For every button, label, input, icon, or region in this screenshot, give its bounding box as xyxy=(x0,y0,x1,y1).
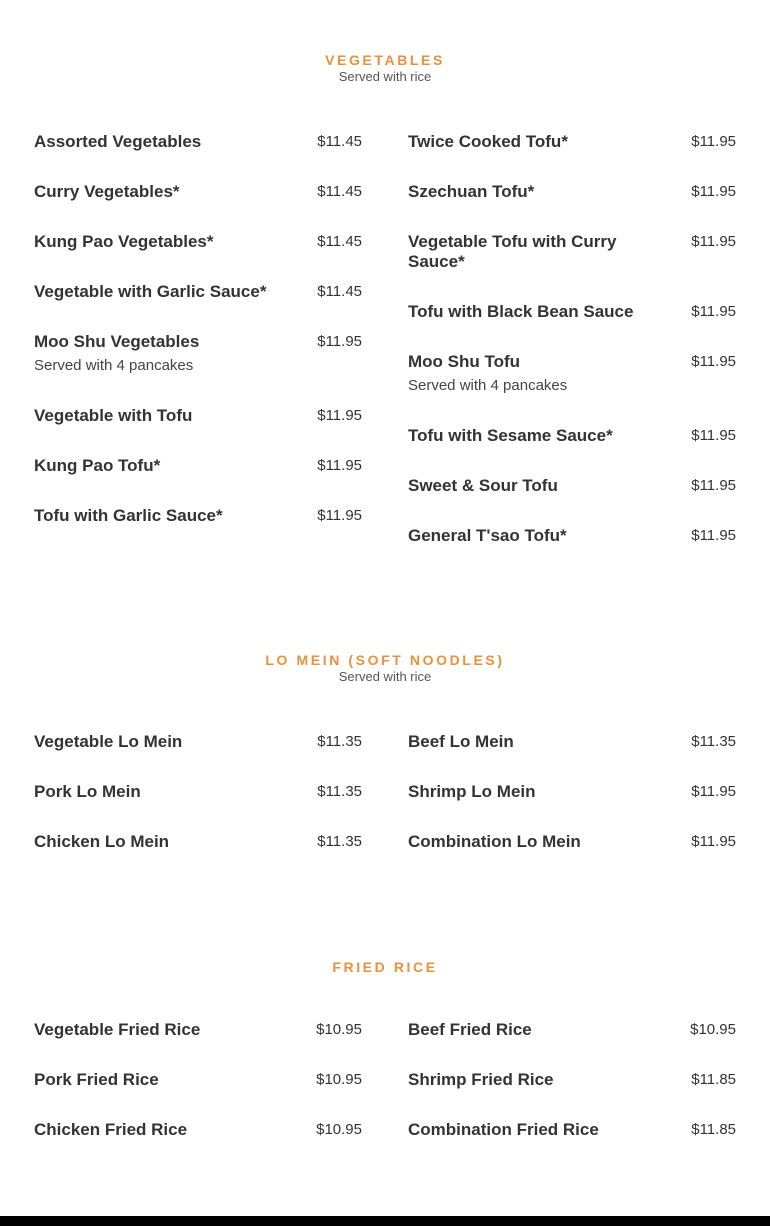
section-title: LO MEIN (SOFT NOODLES) xyxy=(265,652,505,668)
menu-item xyxy=(34,1020,362,1040)
menu-column-left xyxy=(34,132,362,556)
menu-item-name: Pork Lo Mein xyxy=(34,782,141,801)
menu-item-row xyxy=(408,232,736,272)
section-header xyxy=(0,651,770,685)
menu-item-row xyxy=(408,352,736,372)
menu-item xyxy=(34,782,362,802)
menu-item xyxy=(408,832,736,852)
menu-item-price: $11.45 xyxy=(317,183,362,200)
menu-item-price: $11.95 xyxy=(691,353,736,370)
menu-item-row xyxy=(408,426,736,446)
menu-item xyxy=(408,352,736,396)
menu-item-row xyxy=(34,782,362,802)
menu-item-row xyxy=(34,732,362,752)
menu-item xyxy=(34,232,362,252)
menu-item-name: General T'sao Tofu* xyxy=(408,526,567,545)
menu-item xyxy=(34,832,362,852)
menu-item-price: $11.95 xyxy=(317,333,362,350)
menu-item-price: $11.95 xyxy=(691,183,736,200)
menu-item-price: $11.95 xyxy=(691,427,736,444)
section-header xyxy=(0,51,770,85)
menu-column-right xyxy=(408,1020,736,1170)
menu-item-price: $11.95 xyxy=(691,133,736,150)
menu-column-right xyxy=(408,732,736,882)
menu-item xyxy=(408,782,736,802)
menu-item-price: $11.35 xyxy=(691,733,736,750)
menu-item-name: Combination Fried Rice xyxy=(408,1120,599,1139)
menu-item-row xyxy=(34,282,362,302)
footer-bar xyxy=(0,1216,770,1226)
menu-item-price: $10.95 xyxy=(316,1021,362,1038)
menu-item-price: $11.45 xyxy=(317,283,362,300)
menu-column-left xyxy=(34,1020,362,1170)
menu-item-name: Pork Fried Rice xyxy=(34,1070,159,1089)
section-subtitle: Served with rice xyxy=(338,69,432,84)
menu-item xyxy=(408,732,736,752)
menu-item xyxy=(34,456,362,476)
menu-item-name: Moo Shu Vegetables xyxy=(34,332,200,351)
menu-item-price: $10.95 xyxy=(316,1071,362,1088)
menu-item-name: Beef Fried Rice xyxy=(408,1020,532,1039)
menu-item xyxy=(408,1070,736,1090)
menu-item-row xyxy=(408,732,736,752)
menu-item-row xyxy=(34,182,362,202)
menu-item-row xyxy=(408,526,736,546)
menu-item-price: $11.95 xyxy=(691,783,736,800)
menu-item xyxy=(408,302,736,322)
menu-item xyxy=(34,132,362,152)
menu-item-price: $11.95 xyxy=(691,303,736,320)
menu-item-row xyxy=(408,782,736,802)
menu-item-note: Served with 4 pancakes xyxy=(408,377,568,394)
menu-item-price: $11.95 xyxy=(691,527,736,544)
section-subtitle: Served with rice xyxy=(338,669,432,684)
menu-item-price: $11.95 xyxy=(691,833,736,850)
menu-item-row xyxy=(408,1120,736,1140)
menu-item-name: Twice Cooked Tofu* xyxy=(408,132,568,151)
menu-item-name: Vegetable with Garlic Sauce* xyxy=(34,282,267,301)
menu-item xyxy=(408,426,736,446)
menu-item-name: Sweet & Sour Tofu xyxy=(408,476,558,495)
menu-item-name: Kung Pao Tofu* xyxy=(34,456,161,475)
menu-item-name: Tofu with Garlic Sauce* xyxy=(34,506,223,525)
menu-item-price: $11.35 xyxy=(317,733,362,750)
menu-item-price: $11.45 xyxy=(317,233,362,250)
section-fried-rice xyxy=(0,958,770,1139)
section-header xyxy=(0,958,770,976)
menu-item-row xyxy=(34,1020,362,1040)
menu-item-name: Shrimp Lo Mein xyxy=(408,782,536,801)
menu-item-price: $11.95 xyxy=(691,477,736,494)
menu-item-name: Vegetable Fried Rice xyxy=(34,1020,201,1039)
menu-item-row xyxy=(408,1070,736,1090)
menu-item-note: Served with 4 pancakes xyxy=(34,357,194,374)
menu-item-name: Curry Vegetables* xyxy=(34,182,180,201)
menu-column-right xyxy=(408,132,736,576)
menu-item-row xyxy=(34,406,362,426)
section-vegetables xyxy=(0,51,770,545)
menu-item-name: Chicken Lo Mein xyxy=(34,832,170,851)
menu-item xyxy=(34,732,362,752)
menu-item xyxy=(34,282,362,302)
section-title: FRIED RICE xyxy=(332,959,438,975)
menu-item-row xyxy=(34,1120,362,1140)
menu-item-price: $10.95 xyxy=(690,1021,736,1038)
menu-item xyxy=(34,1070,362,1090)
menu-item-name: Kung Pao Vegetables* xyxy=(34,232,214,251)
menu-item-price: $11.85 xyxy=(691,1071,736,1088)
menu-item-name: Vegetable Tofu with Curry Sauce* xyxy=(408,232,617,271)
menu-item-name: Shrimp Fried Rice xyxy=(408,1070,554,1089)
menu-item-price: $11.95 xyxy=(317,407,362,424)
menu-item-price: $11.85 xyxy=(691,1121,736,1138)
menu-item-row xyxy=(34,232,362,252)
menu-item-row xyxy=(34,832,362,852)
menu-item-row xyxy=(408,182,736,202)
menu-item-row xyxy=(408,132,736,152)
menu-item xyxy=(408,1120,736,1140)
menu-item-price: $11.35 xyxy=(317,833,362,850)
menu-item-name: Combination Lo Mein xyxy=(408,832,581,851)
menu-item xyxy=(408,476,736,496)
menu-item xyxy=(408,182,736,202)
menu-item-row xyxy=(34,332,362,352)
menu-item xyxy=(408,232,736,272)
menu-item xyxy=(34,1120,362,1140)
menu-column-left xyxy=(34,732,362,882)
menu-item-price: $11.45 xyxy=(317,133,362,150)
menu-item-name: Szechuan Tofu* xyxy=(408,182,535,201)
menu-item-row xyxy=(34,132,362,152)
menu-item-name: Moo Shu Tofu xyxy=(408,352,521,371)
menu-item xyxy=(34,332,362,376)
menu-item-name: Vegetable with Tofu xyxy=(34,406,193,425)
section-lo-mein xyxy=(0,651,770,851)
menu-item xyxy=(34,182,362,202)
menu-item xyxy=(34,406,362,426)
menu-item-name: Assorted Vegetables xyxy=(34,132,202,151)
menu-item-name: Tofu with Black Bean Sauce xyxy=(408,302,634,321)
menu-item-row xyxy=(408,476,736,496)
menu-item-name: Tofu with Sesame Sauce* xyxy=(408,426,613,445)
menu-item-row xyxy=(34,506,362,526)
section-title: VEGETABLES xyxy=(325,52,445,68)
menu-item xyxy=(34,506,362,526)
menu-item-row xyxy=(408,1020,736,1040)
menu-item-row xyxy=(408,302,736,322)
menu-item-name: Chicken Fried Rice xyxy=(34,1120,188,1139)
menu-item-row xyxy=(34,456,362,476)
menu-item xyxy=(408,526,736,546)
menu-item-price: $10.95 xyxy=(316,1121,362,1138)
menu-item-price: $11.35 xyxy=(317,783,362,800)
menu-item-row xyxy=(34,1070,362,1090)
menu-item-row xyxy=(408,832,736,852)
menu-item-name: Beef Lo Mein xyxy=(408,732,514,751)
menu-item xyxy=(408,132,736,152)
menu-item-price: $11.95 xyxy=(317,507,362,524)
menu-item xyxy=(408,1020,736,1040)
menu-item-price: $11.95 xyxy=(691,233,736,250)
menu-item-name: Vegetable Lo Mein xyxy=(34,732,183,751)
menu-item-price: $11.95 xyxy=(317,457,362,474)
